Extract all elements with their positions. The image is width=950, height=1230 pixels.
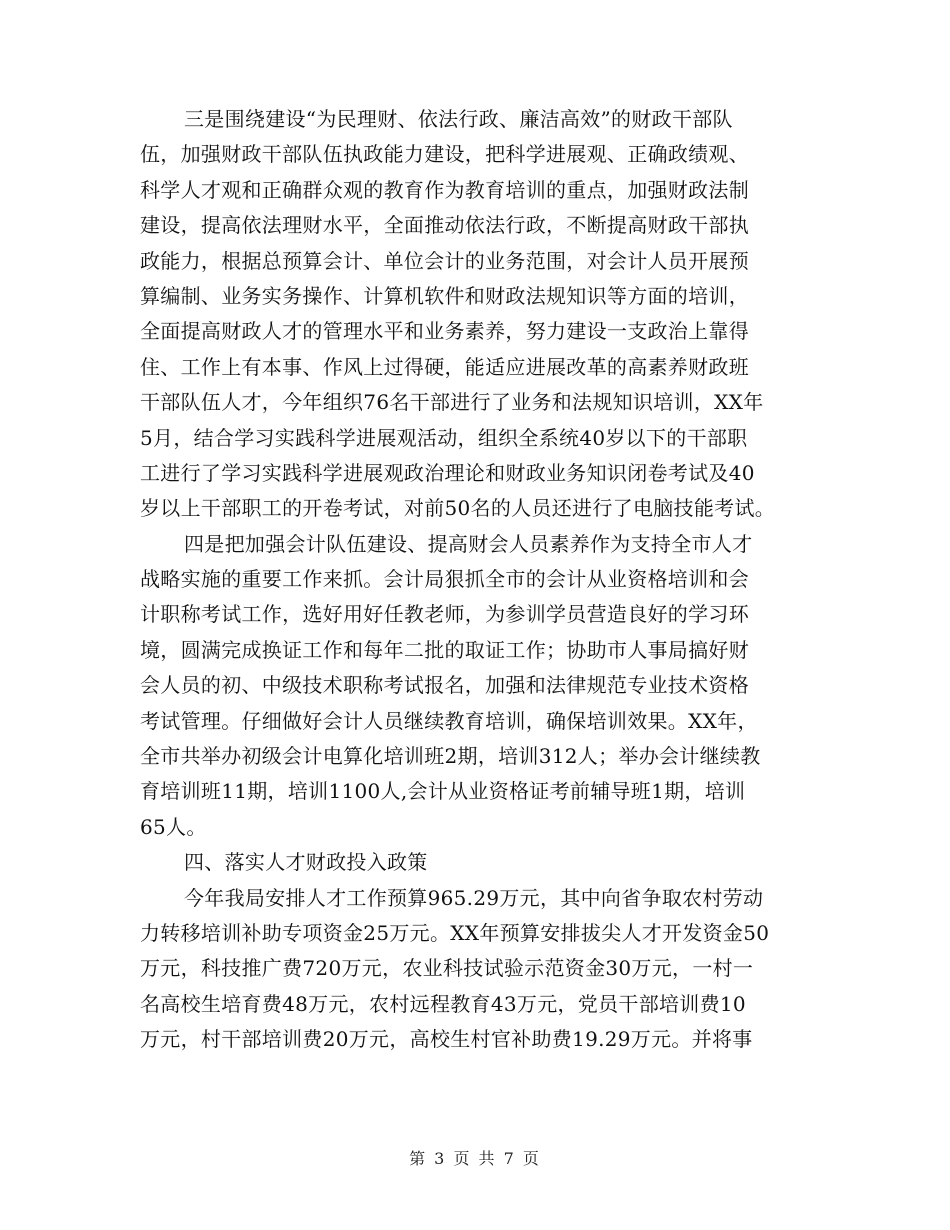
paragraph-line: 全市共举办初级会计电算化培训班2期，培训312人；举办会计继续教 bbox=[140, 744, 761, 769]
paragraph-line: 名高校生培育费48万元，农村远程教育43万元，党员干部培训费10 bbox=[140, 991, 746, 1016]
paragraph-line: 干部队伍人才，今年组织76名干部进行了业务和法规知识培训，XX年 bbox=[140, 390, 764, 415]
paragraph-line: 政能力，根据总预算会计、单位会计的业务范围，对会计人员开展预 bbox=[140, 248, 749, 273]
paragraph-line: 伍，加强财政干部队伍执政能力建设，把科学进展观、正确政绩观、 bbox=[140, 142, 749, 167]
paragraph-line: 万元，村干部培训费20万元，高校生村官补助费19.29万元。并将事 bbox=[140, 1027, 753, 1052]
paragraph-line: 万元，科技推广费720万元，农业科技试验示范资金30万元，一村一 bbox=[140, 956, 754, 981]
paragraph-line: 全面提高财政人才的管理水平和业务素养，努力建设一支政治上靠得 bbox=[140, 319, 749, 344]
paragraph-line: 四是把加强会计队伍建设、提高财会人员素养作为支持全市人才 bbox=[184, 531, 753, 556]
paragraph-line: 境，圆满完成换证工作和每年二批的取证工作；协助市人事局搞好财 bbox=[140, 637, 749, 662]
paragraph-line: 育培训班11期，培训1100人,会计从业资格证考前辅导班1期，培训 bbox=[140, 779, 746, 804]
paragraph-line: 岁以上干部职工的开卷考试，对前50名的人员还进行了电脑技能考试。 bbox=[140, 496, 776, 521]
paragraph-line: 65人。 bbox=[140, 814, 207, 839]
paragraph-line: 住、工作上有本事、作风上过得硬，能适应进展改革的高素养财政班 bbox=[140, 354, 749, 379]
paragraph-line: 战略实施的重要工作来抓。会计局狠抓全市的会计从业资格培训和会 bbox=[140, 567, 749, 592]
paragraph-line: 考试管理。仔细做好会计人员继续教育培训，确保培训效果。XX年， bbox=[140, 708, 758, 733]
document-body bbox=[140, 102, 830, 1058]
paragraph-line: 计职称考试工作，选好用好任教老师，为参训学员营造良好的学习环 bbox=[140, 602, 749, 627]
paragraph-line: 算编制、业务实务操作、计算机软件和财政法规知识等方面的培训， bbox=[140, 283, 749, 308]
paragraph-line: 科学人才观和正确群众观的教育作为教育培训的重点，加强财政法制 bbox=[140, 177, 749, 202]
paragraph-line: 力转移培训补助专项资金25万元。XX年预算安排拔尖人才开发资金50 bbox=[140, 920, 770, 945]
paragraph-line: 今年我局安排人才工作预算965.29万元，其中向省争取农村劳动 bbox=[184, 885, 764, 910]
paragraph-line: 5月，结合学习实践科学进展观活动，组织全系统40岁以下的干部职 bbox=[140, 425, 748, 450]
page-number-footer: 第 3 页 共 7 页 bbox=[409, 1149, 541, 1168]
section-heading: 四、落实人才财政投入政策 bbox=[184, 850, 428, 875]
paragraph-line: 建设，提高依法理财水平，全面推动依法行政，不断提高财政干部执 bbox=[140, 213, 749, 238]
paragraph-line: 会人员的初、中级技术职称考试报名，加强和法律规范专业技术资格 bbox=[140, 673, 749, 698]
paragraph-line: 工进行了学习实践科学进展观政治理论和财政业务知识闭卷考试及40 bbox=[140, 460, 755, 485]
paragraph-line: 三是围绕建设“为民理财、依法行政、廉洁高效”的财政干部队 bbox=[184, 107, 733, 131]
